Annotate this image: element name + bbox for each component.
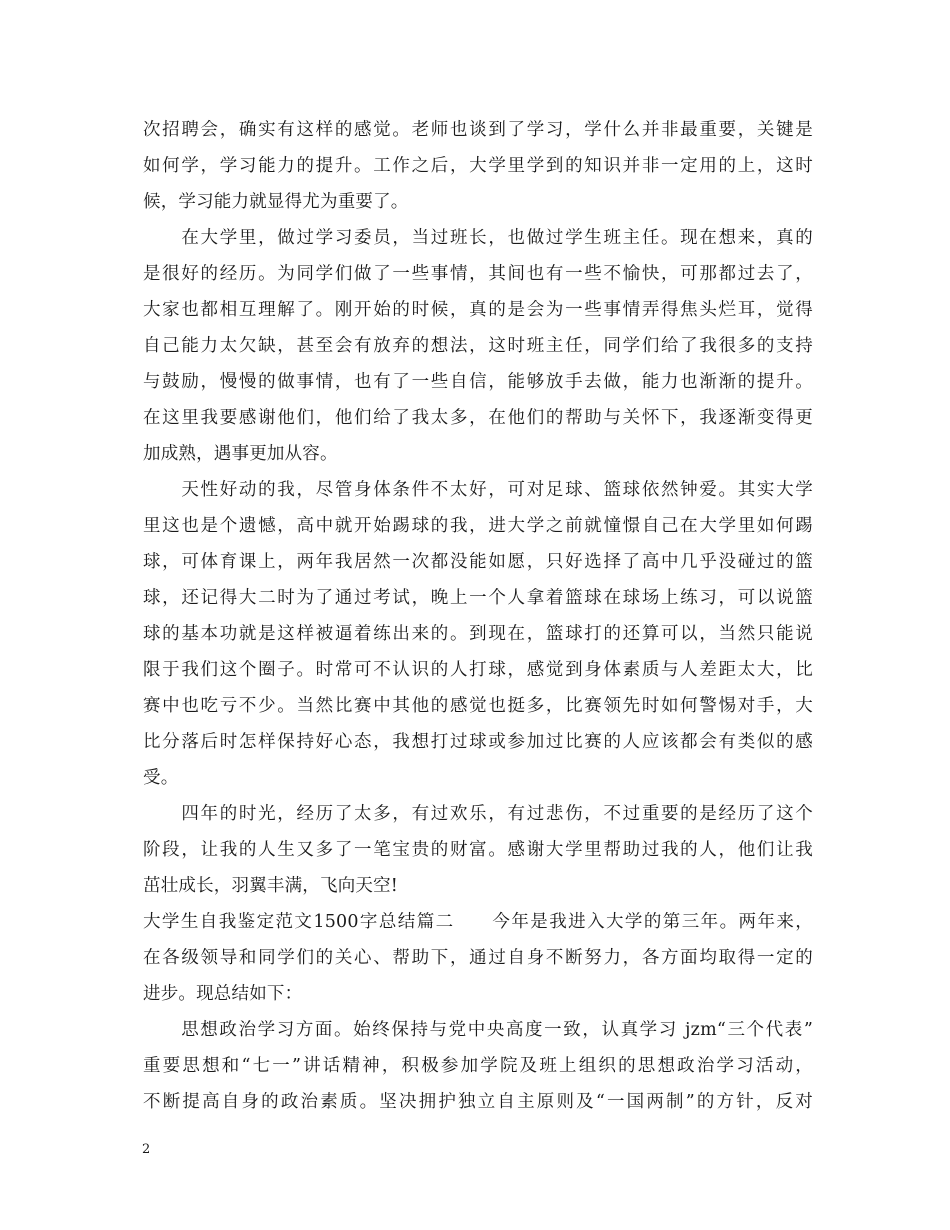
text-line: 在大学里，做过学习委员，当过班长，也做过学生班主任。现在想来，真的 bbox=[143, 228, 813, 248]
text-line: 限于我们这个圈子。时常可不认识的人打球，感觉到身体素质与人差距太大，比 bbox=[143, 660, 813, 680]
text-line: 思想政治学习方面。始终保持与党中央高度一致，认真学习 jzm“三个代表” bbox=[143, 1020, 813, 1040]
text-line: 阶段，让我的人生又多了一笔宝贵的财富。感谢大学里帮助过我的人，他们让我 bbox=[143, 840, 813, 860]
text-line: 球，可体育课上，两年我居然一次都没能如愿，只好选择了高中几乎没碰过的篮 bbox=[143, 552, 813, 572]
text-line: 天性好动的我，尽管身体条件不太好，可对足球、篮球依然钟爱。其实大学 bbox=[143, 480, 813, 500]
text-line: 在这里我要感谢他们，他们给了我太多，在他们的帮助与关怀下，我逐渐变得更 bbox=[143, 408, 813, 428]
text-line: 与鼓励，慢慢的做事情，也有了一些自信，能够放手去做，能力也渐渐的提升。 bbox=[143, 372, 813, 392]
text-line: 重要思想和“七一”讲话精神，积极参加学院及班上组织的思想政治学习活动， bbox=[143, 1056, 813, 1076]
text-line: 进步。现总结如下： bbox=[143, 984, 303, 1004]
text-line: 受。 bbox=[143, 768, 179, 788]
text-line: 里这也是个遗憾，高中就开始踢球的我，进大学之前就憧憬自己在大学里如何踢 bbox=[143, 516, 813, 536]
text-line: 在各级领导和同学们的关心、帮助下，通过自身不断努力，各方面均取得一定的 bbox=[143, 948, 813, 968]
text-line: 比分落后时怎样保持好心态，我想打过球或参加过比赛的人应该都会有类似的感 bbox=[143, 732, 813, 752]
text-line: 候，学习能力就显得尤为重要了。 bbox=[143, 192, 409, 212]
text-line: 次招聘会，确实有这样的感觉。老师也谈到了学习，学什么并非最重要，关键是 bbox=[143, 120, 813, 140]
text-line: 不断提高自身的政治素质。坚决拥护独立自主原则及“一国两制”的方针，反对 bbox=[143, 1092, 813, 1112]
text-line: 赛中也吃亏不少。当然比赛中其他的感觉也挺多，比赛领先时如何警惕对手，大 bbox=[143, 696, 813, 716]
text-line: 球的基本功就是这样被逼着练出来的。到现在，篮球打的还算可以，当然只能说 bbox=[143, 624, 813, 644]
text-line: 球，还记得大二时为了通过考试，晚上一个人拿着篮球在球场上练习，可以说篮 bbox=[143, 588, 813, 608]
text-line: 大家也都相互理解了。刚开始的时候，真的是会为一些事情弄得焦头烂耳，觉得 bbox=[143, 300, 813, 320]
section-heading-line: 大学生自我鉴定范文1500字总结篇二 今年是我进入大学的第三年。两年来， bbox=[143, 912, 813, 932]
text-line: 自己能力太欠缺，甚至会有放弃的想法，这时班主任，同学们给了我很多的支持 bbox=[143, 336, 813, 356]
text-line: 茁壮成长，羽翼丰满，飞向天空! bbox=[143, 876, 399, 896]
text-line: 加成熟，遇事更加从容。 bbox=[143, 444, 338, 464]
text-line: 是很好的经历。为同学们做了一些事情，其间也有一些不愉快，可那都过去了， bbox=[143, 264, 813, 284]
page-number: 2 bbox=[142, 1142, 151, 1157]
text-line: 四年的时光，经历了太多，有过欢乐，有过悲伤，不过重要的是经历了这个 bbox=[143, 804, 813, 824]
text-line: 如何学，学习能力的提升。工作之后，大学里学到的知识并非一定用的上，这时 bbox=[143, 156, 813, 176]
